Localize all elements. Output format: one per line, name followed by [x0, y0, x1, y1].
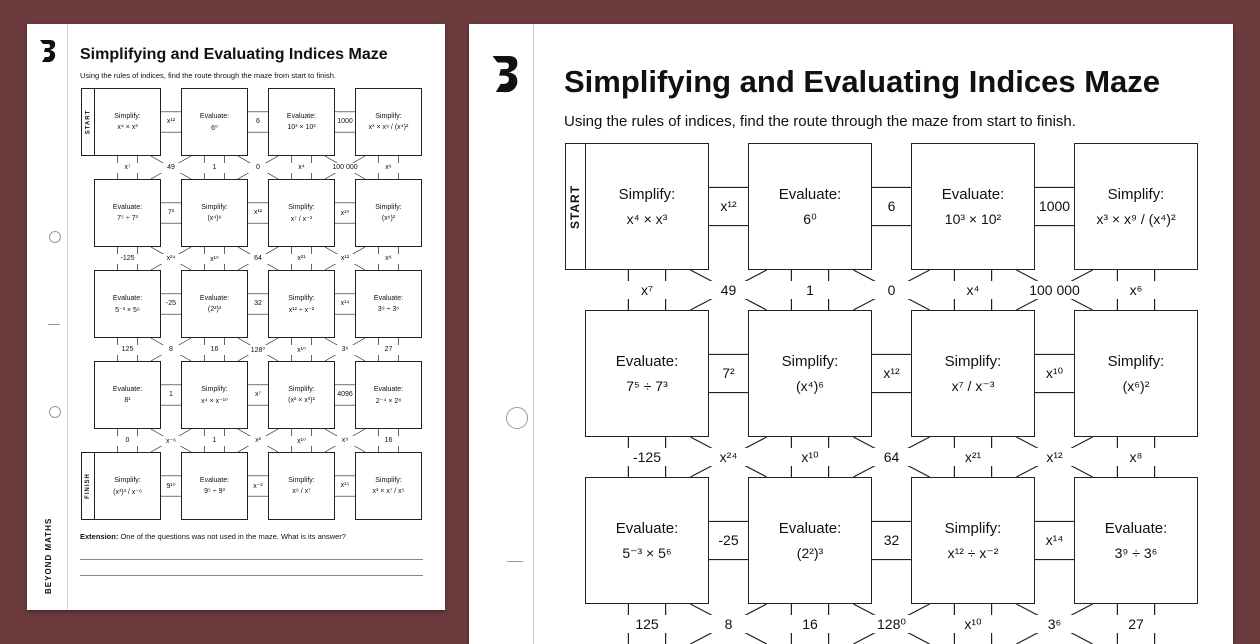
- instructions: Using the rules of indices, find the route through the maze from start to finish.: [564, 113, 1076, 130]
- answer-below: x¹⁰: [202, 254, 228, 264]
- answer-between: 6: [873, 191, 910, 221]
- answer-between: x¹⁴: [1036, 525, 1073, 555]
- answer-below: 49: [158, 163, 184, 173]
- cell-expression: 6⁰: [803, 210, 817, 227]
- cell-expression: x¹² ÷ x⁻²: [947, 544, 999, 561]
- cell-expression: 2⁻⁴ × 2⁸: [375, 397, 402, 405]
- answer-below: 1: [202, 436, 228, 446]
- answer-below: 16: [786, 615, 834, 633]
- answer-between: 9¹⁰: [162, 478, 180, 494]
- cell-expression: 10³ × 10²: [944, 211, 1002, 227]
- cell-instruction: Evaluate:: [778, 185, 842, 203]
- cell-expression: 9⁵ ÷ 9³: [204, 488, 225, 495]
- answer-line: [80, 559, 423, 560]
- answer-below: x¹²: [332, 254, 358, 264]
- extension-label: Extension:: [80, 532, 119, 541]
- cell-instruction: Evaluate:: [615, 519, 679, 537]
- cell-instruction: Simplify:: [288, 294, 315, 302]
- answer-below: 100 000: [332, 164, 358, 171]
- answer-between: 32: [249, 296, 267, 312]
- cell-expression: (x² × x³)²: [288, 397, 315, 404]
- answer-between: x¹⁰: [336, 205, 354, 221]
- page-title: Simplifying and Evaluating Indices Maze: [80, 46, 388, 63]
- maze-cell: [585, 477, 709, 604]
- answer-below: -125: [623, 448, 671, 466]
- answer-below: x⁴: [289, 163, 315, 173]
- maze-cell: [355, 361, 422, 429]
- answer-below: x¹⁰: [786, 448, 834, 466]
- maze-cell: [181, 270, 248, 338]
- instructions: Using the rules of indices, find the route through the maze from start to finish.: [80, 71, 336, 80]
- answer-below: 128⁰: [868, 615, 916, 633]
- cell-instruction: Evaluate:: [615, 353, 679, 370]
- maze-cell: [268, 179, 335, 247]
- maze-cell: [355, 179, 422, 247]
- cell-instruction: Evaluate:: [373, 295, 404, 302]
- cell-expression: x⁹ / x⁷: [292, 488, 311, 495]
- cell-instruction: Simplify:: [375, 204, 402, 211]
- cell-instruction: Evaluate:: [778, 520, 842, 537]
- answer-below: 100 000: [1029, 282, 1080, 298]
- cell-instruction: Evaluate:: [112, 294, 143, 302]
- maze-cell: [585, 143, 709, 270]
- answer-below: x²⁴: [705, 448, 753, 466]
- answer-between: x¹⁵: [336, 478, 354, 494]
- maze-cell: [94, 270, 161, 338]
- worksheet-zoomed: [469, 24, 1233, 644]
- cell-expression: 5⁻³ × 5⁶: [115, 306, 140, 314]
- start-label: START: [85, 109, 91, 135]
- answer-below: x⁸: [376, 254, 402, 264]
- answer-below: 49: [705, 281, 753, 299]
- maze-cell: [911, 143, 1035, 270]
- cell-expression: (x⁴)⁶: [207, 215, 222, 222]
- cell-instruction: Simplify:: [201, 385, 228, 393]
- answer-between: 4096: [336, 387, 354, 403]
- answer-below: 0: [245, 163, 271, 173]
- cell-instruction: Simplify:: [618, 186, 676, 203]
- start-tag: [81, 88, 95, 156]
- answer-below: x⁻⁶: [158, 436, 184, 446]
- answer-below: 27: [376, 345, 402, 355]
- maze-cell: [1074, 310, 1198, 437]
- cell-instruction: Simplify:: [288, 477, 315, 484]
- maze-cell: [94, 361, 161, 429]
- cell-instruction: Simplify:: [201, 204, 228, 211]
- answer-between: x¹²: [162, 114, 180, 130]
- maze-cell: [911, 310, 1035, 437]
- maze-cell: [355, 452, 422, 520]
- answer-below: 8: [158, 345, 184, 355]
- cell-instruction: Evaluate:: [112, 204, 143, 211]
- cell-instruction: Evaluate:: [112, 386, 143, 393]
- cell-expression: (2²)³: [207, 306, 222, 313]
- cell-instruction: Simplify:: [781, 353, 839, 370]
- answer-below: -125: [115, 254, 141, 264]
- cell-instruction: Evaluate:: [286, 113, 317, 120]
- answer-below: 27: [1112, 615, 1160, 633]
- answer-below: 128⁰: [245, 345, 271, 355]
- answer-below: 16: [202, 345, 228, 355]
- answer-between: 1000: [336, 114, 354, 130]
- brand-name: BEYOND MATHS: [44, 517, 53, 594]
- answer-between: -25: [162, 296, 180, 312]
- worksheet-thumbnail: [27, 24, 445, 610]
- maze-cell: [94, 88, 161, 156]
- cell-expression: x⁷ / x⁻³: [290, 215, 313, 223]
- answer-between: 7²: [710, 358, 747, 388]
- cell-instruction: Evaluate:: [941, 186, 1005, 203]
- cell-expression: x⁷ / x⁻³: [951, 377, 995, 394]
- cell-instruction: Simplify:: [944, 352, 1002, 370]
- answer-between: 32: [873, 525, 910, 555]
- answer-between: x⁷: [249, 387, 267, 403]
- cell-expression: (x⁶)²: [1122, 378, 1150, 394]
- extension-question: [80, 532, 346, 541]
- answer-between: x¹²: [873, 358, 910, 388]
- cell-expression: 5⁻³ × 5⁶: [622, 544, 672, 561]
- answer-below: 64: [245, 254, 271, 264]
- answer-below: 3⁶: [332, 345, 358, 355]
- cell-expression: 3⁹ ÷ 3⁶: [377, 306, 400, 313]
- answer-below: x⁷: [115, 163, 141, 173]
- answer-below: 125: [623, 615, 671, 633]
- cell-instruction: Simplify:: [288, 203, 315, 211]
- answer-below: x⁸: [1112, 448, 1160, 466]
- maze-cell: [748, 143, 872, 270]
- finish-label: FINISH: [85, 473, 92, 499]
- answer-below: 1: [786, 281, 834, 299]
- cell-expression: x³ × x⁹ / (x⁴)²: [1096, 211, 1176, 227]
- answer-below: x¹²: [1031, 448, 1079, 466]
- cell-expression: (x⁴)⁶: [795, 378, 825, 394]
- cell-instruction: Simplify:: [375, 113, 402, 120]
- answer-between: 1000: [1036, 191, 1073, 221]
- answer-below: x⁶: [1112, 281, 1160, 299]
- maze-cell: [181, 361, 248, 429]
- maze-cell: [748, 477, 872, 604]
- maze-cell: [268, 270, 335, 338]
- start-tag: [565, 143, 586, 270]
- cell-expression: 10³ × 10²: [287, 124, 316, 131]
- cell-expression: (x⁶)²: [381, 215, 396, 222]
- cell-expression: x³ × x⁷ / x⁵: [372, 488, 405, 495]
- answer-below: x⁷: [623, 281, 671, 299]
- cell-expression: 6⁰: [211, 124, 218, 132]
- answer-below: 8: [705, 615, 753, 633]
- answer-below: 16: [376, 436, 402, 446]
- cell-instruction: Simplify:: [944, 519, 1002, 537]
- page-title: Simplifying and Evaluating Indices Maze: [564, 64, 1161, 99]
- cell-instruction: Evaluate:: [1104, 520, 1168, 537]
- answer-below: x⁶: [376, 163, 402, 173]
- cell-instruction: Evaluate:: [199, 112, 230, 120]
- cell-expression: x⁴ × x³: [117, 124, 138, 131]
- extension-text: One of the questions was not used in the maze. What is its answer?: [120, 532, 346, 541]
- maze-cell: [355, 270, 422, 338]
- answer-between: 7²: [162, 205, 180, 221]
- maze-cell: [585, 310, 709, 437]
- maze-cell: [1074, 143, 1198, 270]
- cell-expression: x³ × x⁹ / (x⁴)²: [368, 124, 409, 131]
- answer-below: x¹⁰: [289, 436, 315, 446]
- answer-between: x¹²: [249, 205, 267, 221]
- cell-instruction: Simplify:: [1107, 186, 1165, 203]
- cell-expression: x¹² ÷ x⁻²: [288, 306, 315, 314]
- maze-cell: [94, 179, 161, 247]
- cell-expression: x⁴ × x³: [626, 211, 668, 227]
- answer-below: x⁹: [332, 436, 358, 446]
- answer-below: 3⁶: [1031, 615, 1079, 633]
- maze-cell: [181, 179, 248, 247]
- cell-expression: 3⁹ ÷ 3⁶: [1114, 545, 1158, 561]
- answer-below: 1: [202, 163, 228, 173]
- maze-cell: [1074, 477, 1198, 604]
- answer-below: x²¹: [949, 448, 997, 466]
- cell-expression: (x³)³ / x⁻⁶: [113, 488, 142, 496]
- answer-below: x²⁴: [158, 254, 184, 264]
- answer-below: x²¹: [289, 254, 315, 264]
- answer-below: x¹⁰: [289, 345, 315, 355]
- cell-instruction: Simplify:: [114, 113, 141, 120]
- answer-between: -25: [710, 525, 747, 555]
- cell-instruction: Simplify:: [114, 476, 141, 484]
- maze-cell: [748, 310, 872, 437]
- maze-cell: [181, 452, 248, 520]
- start-label: START: [568, 184, 583, 229]
- cell-expression: 8¹: [124, 397, 131, 404]
- cell-instruction: Evaluate:: [199, 477, 230, 484]
- answer-below: x⁴: [949, 281, 997, 299]
- answer-below: 64: [868, 448, 916, 466]
- cell-expression: x⁴ × x⁻¹⁰: [201, 397, 228, 405]
- finish-tag: [81, 452, 95, 520]
- answer-between: x¹²: [710, 191, 747, 221]
- cell-instruction: Evaluate:: [373, 385, 404, 393]
- cell-instruction: Evaluate:: [199, 295, 230, 302]
- maze-cell: [268, 452, 335, 520]
- cell-instruction: Simplify:: [1107, 353, 1165, 370]
- cell-instruction: Simplify:: [375, 477, 402, 484]
- answer-between: x¹⁰: [1036, 358, 1073, 388]
- answer-between: x¹⁴: [336, 296, 354, 312]
- answer-between: x⁻²: [249, 478, 267, 494]
- answer-below: 0: [115, 436, 141, 446]
- cell-expression: 7⁵ ÷ 7³: [626, 378, 668, 394]
- answer-line: [80, 575, 423, 576]
- cell-expression: (2²)³: [796, 545, 824, 561]
- cell-instruction: Simplify:: [288, 386, 315, 393]
- answer-below: 0: [868, 281, 916, 299]
- maze-cell: [181, 88, 248, 156]
- cell-expression: 7⁵ ÷ 7³: [117, 215, 138, 222]
- answer-between: 1: [162, 387, 180, 403]
- answer-below: x²: [245, 436, 271, 446]
- maze-cell: [268, 88, 335, 156]
- maze-cell: [268, 361, 335, 429]
- answer-between: 6: [249, 114, 267, 130]
- maze-cell: [355, 88, 422, 156]
- answer-below: 125: [115, 345, 141, 355]
- answer-below: x¹⁰: [949, 615, 997, 633]
- maze-cell: [94, 452, 161, 520]
- maze-cell: [911, 477, 1035, 604]
